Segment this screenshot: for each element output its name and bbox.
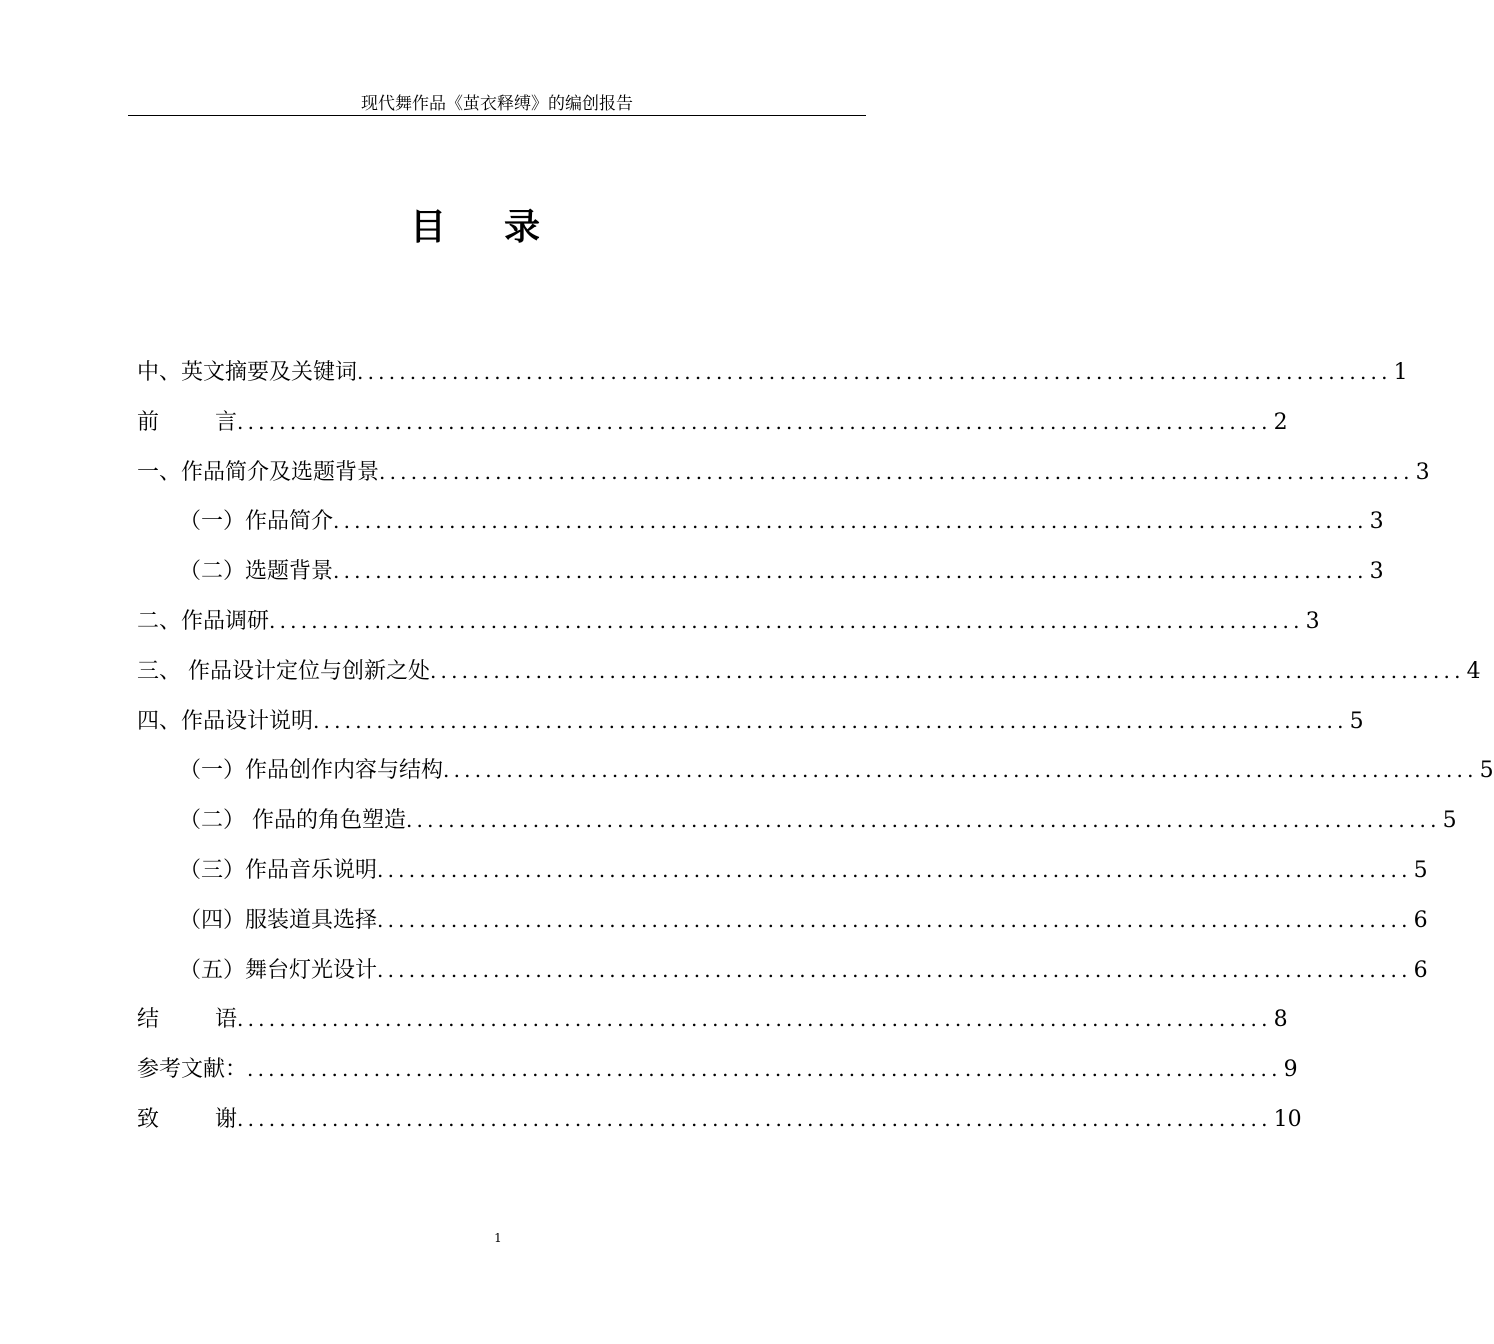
- toc-entry-label: 参考文献：: [137, 1057, 248, 1083]
- toc-entry-section-4-5[interactable]: [137, 946, 1428, 996]
- toc-title: [0, 200, 950, 256]
- toc-entry-section-1[interactable]: [137, 448, 1430, 498]
- toc-entry-page: 2: [1273, 409, 1288, 435]
- toc-entry-page: 3: [1415, 459, 1430, 485]
- toc-entry-page: 6: [1413, 907, 1428, 933]
- toc-entry-label: 中、英文摘要及关键词: [137, 360, 358, 385]
- toc-entry-acknowledgements[interactable]: [137, 1095, 1302, 1145]
- toc-entry-section-4-1[interactable]: [137, 746, 1494, 796]
- toc-leader-dots: ..................................................................................................: [377, 957, 1412, 982]
- toc-entry-label: （三）作品音乐说明: [179, 857, 378, 883]
- toc-entry-section-4-2[interactable]: [137, 796, 1457, 846]
- toc-entry-label: 结 语: [137, 1007, 238, 1033]
- toc-entry-page: 3: [1369, 559, 1384, 585]
- toc-entry-label: 前 言: [137, 409, 238, 435]
- toc-leader-dots: ..................................................................................................: [237, 1007, 1272, 1032]
- toc-entry-section-1-2[interactable]: [137, 547, 1384, 597]
- toc-entry-references[interactable]: [137, 1045, 1298, 1095]
- toc-entry-label: （一）作品简介: [179, 509, 334, 535]
- toc-leader-dots: ..................................................................................................: [237, 1106, 1272, 1131]
- toc-entry-page: 5: [1349, 708, 1364, 734]
- toc-entry-label: 致 谢: [137, 1106, 238, 1132]
- toc-leader-dots: ..................................................................................................: [379, 459, 1414, 484]
- toc-entry-label: 四、作品设计说明: [137, 708, 314, 734]
- toc-entry-section-2[interactable]: [137, 597, 1320, 647]
- header-rule: [128, 115, 866, 116]
- toc-entry-page: 3: [1305, 608, 1320, 634]
- toc-entry-page: 3: [1369, 509, 1384, 535]
- toc-entry-page: 4: [1466, 658, 1481, 684]
- toc-leader-dots: ..................................................................................................: [269, 608, 1304, 633]
- toc-leader-dots: ..................................................................................................: [357, 360, 1392, 384]
- toc-list: [137, 348, 1494, 1145]
- toc-leader-dots: ..................................................................................................: [333, 509, 1368, 534]
- toc-entry-section-3[interactable]: [137, 647, 1481, 697]
- toc-entry-page: 8: [1273, 1007, 1288, 1033]
- toc-entry-page: 5: [1413, 857, 1428, 883]
- toc-entry-page: 1: [1393, 360, 1408, 385]
- toc-entry-label: 一、作品简介及选题背景: [137, 459, 380, 485]
- page-number: 1: [494, 1231, 502, 1245]
- toc-leader-dots: ..................................................................................................: [333, 559, 1368, 584]
- toc-entry-section-4-3[interactable]: [137, 846, 1428, 896]
- toc-entry-page: 9: [1283, 1057, 1298, 1083]
- running-header: 现代舞作品《茧衣释缚》的编创报告: [361, 94, 633, 114]
- toc-title-char-2: 录: [504, 207, 541, 248]
- toc-entry-label: （二） 作品的角色塑造: [179, 808, 406, 834]
- toc-entry-label: （一）作品创作内容与结构: [179, 758, 444, 784]
- toc-entry-label: （二）选题背景: [179, 559, 334, 585]
- toc-entry-page: 6: [1413, 957, 1428, 983]
- toc-title-char-1: 目: [409, 207, 446, 248]
- toc-entry-preface[interactable]: [137, 398, 1288, 448]
- toc-leader-dots: ..................................................................................................: [443, 758, 1478, 783]
- toc-leader-dots: ..................................................................................................: [313, 708, 1348, 733]
- toc-leader-dots: ..................................................................................................: [377, 907, 1412, 932]
- toc-entry-section-1-1[interactable]: [137, 497, 1384, 547]
- toc-entry-label: 三、 作品设计定位与创新之处: [137, 658, 430, 684]
- toc-leader-dots: ..................................................................................................: [237, 409, 1272, 434]
- toc-entry-label: 二、作品调研: [137, 608, 270, 634]
- toc-entry-section-4[interactable]: [137, 697, 1364, 747]
- toc-entry-abstract[interactable]: [137, 348, 1408, 398]
- toc-entry-label: （五）舞台灯光设计: [179, 957, 378, 983]
- toc-leader-dots: ..................................................................................................: [377, 857, 1412, 882]
- toc-entry-conclusion[interactable]: [137, 995, 1288, 1045]
- toc-leader-dots: ..................................................................................................: [247, 1057, 1282, 1082]
- toc-entry-page: 5: [1442, 808, 1457, 834]
- toc-entry-section-4-4[interactable]: [137, 896, 1428, 946]
- toc-entry-label: （四）服装道具选择: [179, 907, 378, 933]
- toc-leader-dots: ..................................................................................................: [430, 658, 1465, 683]
- toc-entry-page: 10: [1273, 1106, 1302, 1132]
- toc-entry-page: 5: [1479, 758, 1494, 784]
- toc-leader-dots: ..................................................................................................: [406, 808, 1441, 833]
